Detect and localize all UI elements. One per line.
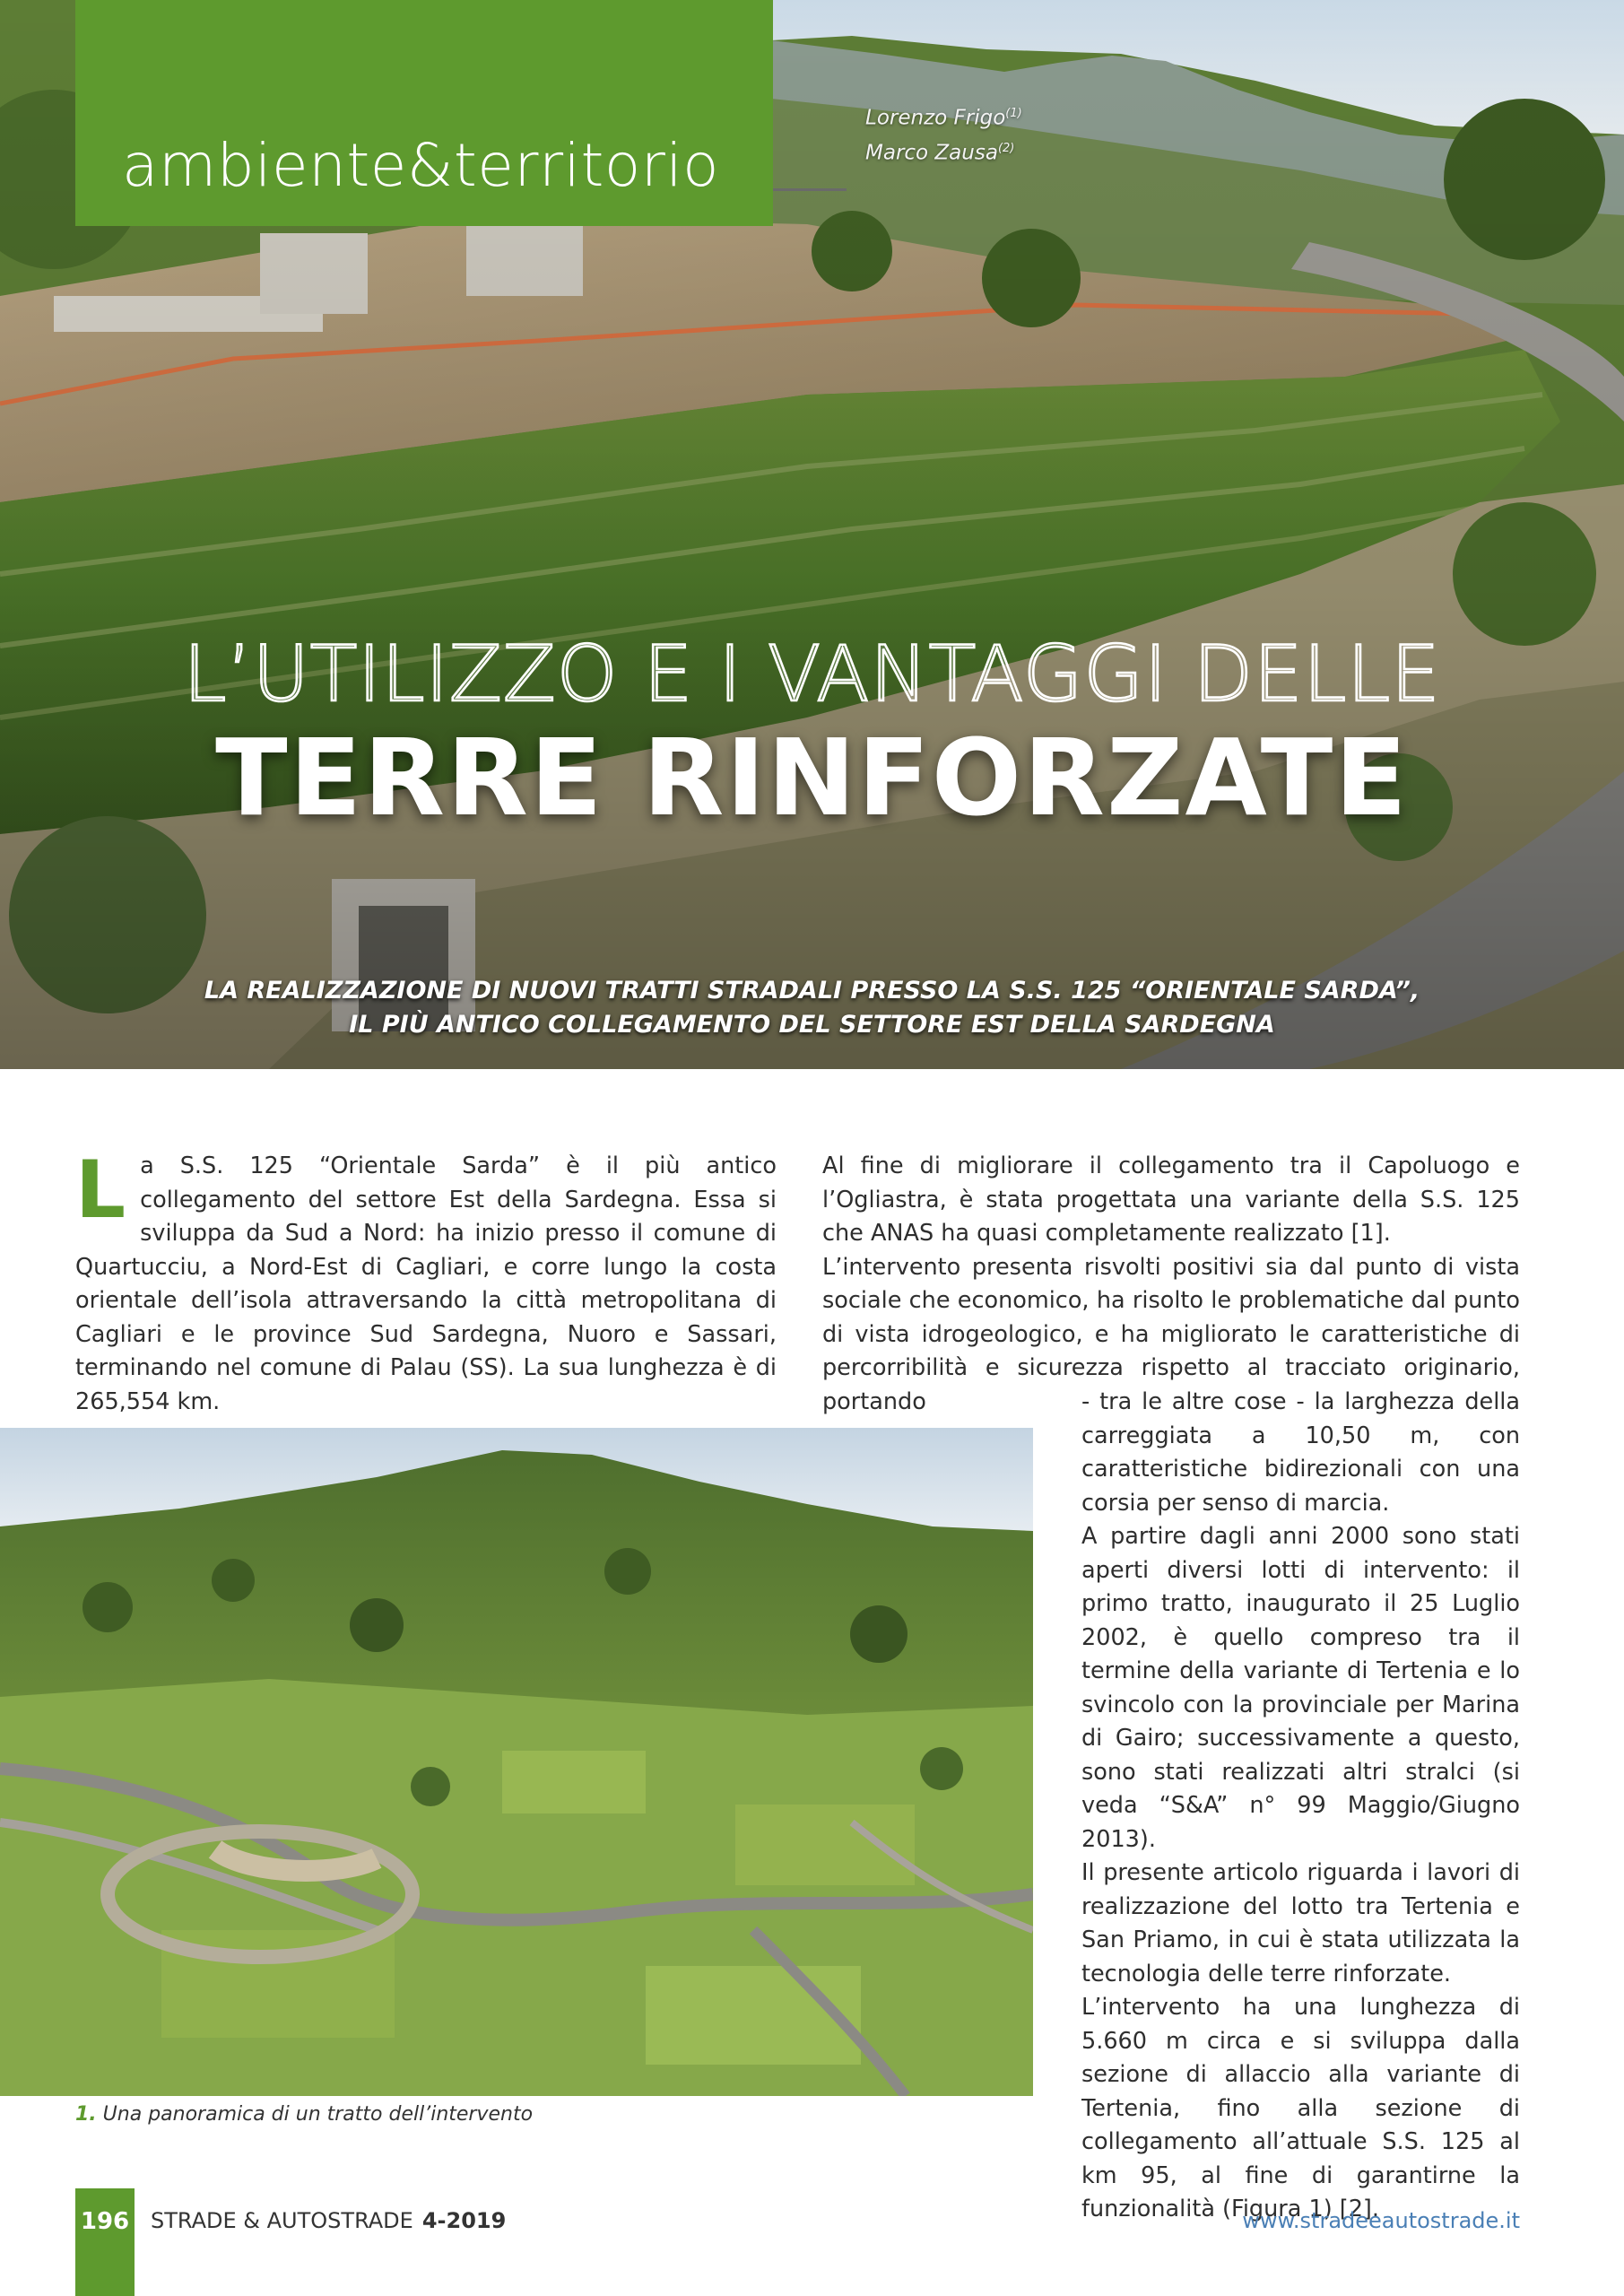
figure-1-photo <box>0 1428 1033 2096</box>
body-column-right-bottom <box>1081 1386 1520 2227</box>
intro-paragraph: La S.S. 125 “Orientale Sarda” è il più antico collegamento del settore Est della Sardegna. Essa si sviluppa da Sud a Nord: ha inizio presso il comune di Quartucciu, a Nord-Est di Cagliari, e corre lungo la costa orientale dell’isola attraversando la città metropolitana di Cagliari e le province Sud Sardegna, Nuoro e Sassari, terminando nel comune di Palau (SS). La sua lunghezza è di 265,554 km. <box>75 1144 777 1415</box>
body-column-left <box>75 1144 777 1419</box>
article-subtitle <box>0 974 1624 1042</box>
drop-cap: L <box>75 1144 126 1236</box>
article-title-line-2: TERRE RINFORZATE <box>215 716 1409 839</box>
hero-photo <box>0 0 1624 1069</box>
footer-page-tab <box>75 2188 135 2296</box>
issue-number: 4-2019 <box>421 2208 507 2233</box>
author-1: Lorenzo Frigo$^{(1)}$ <box>865 106 1022 130</box>
paragraph: Al fine di migliorare il collegamento tra il Capoluogo e l’Ogliastra, è stata progettata una variante della S.S. 125 che ANAS ha quasi completamente realizzato [1]. <box>822 1152 1520 1247</box>
page-number: 196 <box>80 2208 130 2235</box>
figure-number: 1. <box>75 2103 97 2126</box>
website-link[interactable]: www.stradeeautostrade.it <box>1242 2208 1520 2233</box>
paragraph: Il presente articolo riguarda i lavori di realizzazione del lotto tra Tertenia e San Priamo, in cui è stata utilizzata la tecnologia delle terre rinforzate. <box>1081 1859 1520 1987</box>
subtitle-line-1: LA REALIZZAZIONE DI NUOVI TRATTI STRADALI PRESSO LA S.S. 125 “ORIENTALE SARDA”, <box>204 977 1420 1004</box>
authors <box>865 99 1022 168</box>
section-label: ambiente&territorio <box>122 131 720 200</box>
paragraph: - tra le altre cose - la larghezza della carreggiata a 10,50 m, con caratteristiche bidirezionali con una corsia per senso di marcia. <box>1081 1388 1520 1517</box>
paragraph: L’intervento presenta risvolti positivi sia dal punto di vista sociale che economico, ha risolto le problematiche dal punto di vista idrogeologico, e ha migliorato le caratteristiche di percorribilità e sicurezza rispetto al tracciato originario, portando <box>822 1253 1520 1415</box>
body-column-right-top <box>822 1150 1520 1419</box>
section-tab <box>75 0 773 226</box>
author-2: Marco Zausa$^{(2)}$ <box>865 141 1015 165</box>
valley-panorama-illustration <box>0 1428 1033 2096</box>
magazine-name: STRADE & AUTOSTRADE 4-2019 <box>151 2208 507 2233</box>
subtitle-line-2: IL PIÙ ANTICO COLLEGAMENTO DEL SETTORE EST DELLA SARDEGNA <box>349 1011 1275 1039</box>
paragraph: A partire dagli anni 2000 sono stati aperti diversi lotti di intervento: il primo tratto, inaugurato il 25 Luglio 2002, è quello compreso tra il termine della variante di Tertenia e lo svincolo con la provinciale per Marina di Gairo; successivamente a questo, sono stati realizzati altri stralci (si veda “S&A” n° 99 Maggio/Giugno 2013). <box>1081 1523 1520 1853</box>
figure-caption: 1. Una panoramica di un tratto dell’intervento <box>75 2103 534 2126</box>
article-title-line-1: L’UTILIZZO E I VANTAGGI DELLE <box>183 630 1441 719</box>
paragraph: L’intervento ha una lunghezza di 5.660 m circa e si sviluppa dalla sezione di allaccio alla variante di Tertenia, fino alla sezione di collegamento all’attuale S.S. 125 al km 95, al fine di garantirne la funzionalità (Figura 1) [2]. <box>1081 1994 1520 2222</box>
